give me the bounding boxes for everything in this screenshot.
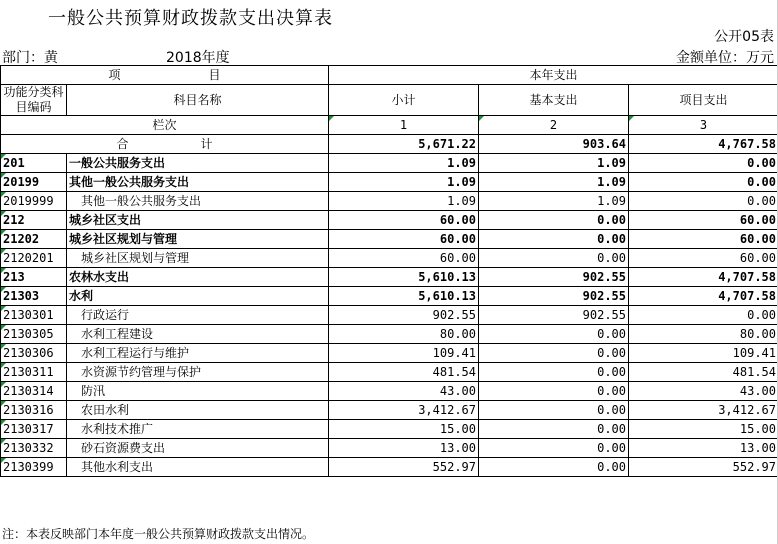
table-row bbox=[1, 401, 778, 420]
row-subtotal[interactable]: 902.55 bbox=[329, 306, 479, 325]
header-basic[interactable]: 基本支出 bbox=[479, 85, 629, 116]
row-name: 其他一般公共服务支出 bbox=[69, 175, 190, 189]
col3-label: 3 bbox=[699, 118, 708, 132]
row-code-cell[interactable] bbox=[1, 382, 67, 401]
header-item-cell[interactable] bbox=[1, 66, 329, 85]
row-basic[interactable]: 0.00 bbox=[479, 249, 629, 268]
row-basic[interactable]: 0.00 bbox=[479, 458, 629, 477]
table-row bbox=[1, 344, 778, 363]
row-subtotal[interactable]: 13.00 bbox=[329, 439, 479, 458]
row-code-cell[interactable] bbox=[1, 458, 67, 477]
cell-flag-icon bbox=[1, 268, 6, 273]
row-subtotal[interactable]: 1.09 bbox=[329, 192, 479, 211]
row-name: 水利技术推广 bbox=[81, 422, 154, 436]
row-project[interactable]: 552.97 bbox=[629, 458, 778, 477]
cell-flag-icon bbox=[1, 439, 6, 444]
cell-flag-icon bbox=[1, 458, 6, 463]
row-code-cell[interactable] bbox=[1, 420, 67, 439]
row-code: 213 bbox=[3, 270, 25, 284]
row-name: 城乡社区规划与管理 bbox=[81, 251, 190, 265]
row-code-cell[interactable] bbox=[1, 401, 67, 420]
row-name-cell[interactable] bbox=[67, 439, 329, 458]
row-name-cell[interactable] bbox=[67, 211, 329, 230]
row-basic[interactable]: 0.00 bbox=[479, 401, 629, 420]
row-code: 2130305 bbox=[3, 327, 54, 341]
row-basic[interactable]: 1.09 bbox=[479, 192, 629, 211]
row-name-cell[interactable] bbox=[67, 401, 329, 420]
cell-flag-icon bbox=[629, 116, 634, 121]
row-basic[interactable]: 1.09 bbox=[479, 154, 629, 173]
row-code: 2130306 bbox=[3, 346, 54, 360]
row-code: 2130314 bbox=[3, 384, 54, 398]
row-name-cell[interactable] bbox=[67, 230, 329, 249]
col1-label: 1 bbox=[399, 118, 408, 132]
table-row bbox=[1, 211, 778, 230]
total-project[interactable]: 4,767.58 bbox=[629, 135, 778, 154]
table-row bbox=[1, 420, 778, 439]
cell-flag-icon bbox=[479, 116, 484, 121]
cell-flag-icon bbox=[1, 382, 6, 387]
row-project[interactable]: 60.00 bbox=[629, 211, 778, 230]
col2-cell[interactable] bbox=[479, 116, 629, 135]
row-subtotal[interactable]: 5,610.13 bbox=[329, 268, 479, 287]
row-name: 砂石资源费支出 bbox=[81, 441, 166, 455]
row-code-cell[interactable] bbox=[1, 325, 67, 344]
row-name-cell[interactable] bbox=[67, 249, 329, 268]
row-subtotal[interactable]: 80.00 bbox=[329, 325, 479, 344]
row-project[interactable]: 0.00 bbox=[629, 154, 778, 173]
row-code: 2130311 bbox=[3, 365, 54, 379]
sheet-number: 公开05表 bbox=[714, 29, 774, 45]
row-subtotal[interactable]: 481.54 bbox=[329, 363, 479, 382]
row-basic[interactable]: 902.55 bbox=[479, 306, 629, 325]
cell-flag-icon bbox=[1, 154, 6, 159]
cell-flag-icon bbox=[1, 306, 6, 311]
row-name: 农田水利 bbox=[81, 403, 130, 417]
row-code-cell[interactable] bbox=[1, 306, 67, 325]
row-code: 2130317 bbox=[3, 422, 54, 436]
table-row bbox=[1, 306, 778, 325]
table-row bbox=[1, 363, 778, 382]
department-label: 部门：黄 bbox=[2, 50, 58, 66]
header-row-2 bbox=[1, 85, 778, 116]
row-code-cell[interactable] bbox=[1, 344, 67, 363]
row-name-cell[interactable] bbox=[67, 287, 329, 306]
row-project[interactable]: 60.00 bbox=[629, 230, 778, 249]
row-code-cell[interactable] bbox=[1, 230, 67, 249]
table-row bbox=[1, 458, 778, 477]
row-project[interactable]: 481.54 bbox=[629, 363, 778, 382]
row-code-cell[interactable] bbox=[1, 249, 67, 268]
row-code: 2120201 bbox=[3, 251, 54, 265]
total-label-cell[interactable] bbox=[1, 135, 329, 154]
row-project[interactable]: 80.00 bbox=[629, 325, 778, 344]
year-label: 2018年度 bbox=[166, 50, 230, 66]
table-row bbox=[1, 268, 778, 287]
header-item-b: 目 bbox=[208, 68, 221, 82]
row-code: 212 bbox=[3, 213, 25, 227]
row-name: 城乡社区规划与管理 bbox=[69, 232, 178, 246]
row-subtotal[interactable]: 109.41 bbox=[329, 344, 479, 363]
cell-flag-icon bbox=[1, 211, 6, 216]
cell-flag-icon bbox=[1, 173, 6, 178]
row-name-cell[interactable] bbox=[67, 268, 329, 287]
row-subtotal[interactable]: 1.09 bbox=[329, 173, 479, 192]
unit-label: 金额单位：万元 bbox=[676, 50, 774, 66]
row-basic[interactable]: 0.00 bbox=[479, 420, 629, 439]
cell-flag-icon bbox=[1, 325, 6, 330]
total-subtotal[interactable]: 5,671.22 bbox=[329, 135, 479, 154]
column-number-row bbox=[1, 116, 778, 135]
row-project[interactable]: 109.41 bbox=[629, 344, 778, 363]
row-code: 2019999 bbox=[3, 194, 54, 208]
cell-flag-icon bbox=[1, 344, 6, 349]
row-code: 2130301 bbox=[3, 308, 54, 322]
row-subtotal[interactable]: 15.00 bbox=[329, 420, 479, 439]
row-code-cell[interactable] bbox=[1, 287, 67, 306]
row-basic[interactable]: 0.00 bbox=[479, 230, 629, 249]
table-row bbox=[1, 173, 778, 192]
row-subtotal[interactable]: 3,412.67 bbox=[329, 401, 479, 420]
row-project[interactable]: 43.00 bbox=[629, 382, 778, 401]
row-name-cell[interactable] bbox=[67, 192, 329, 211]
row-name-cell[interactable] bbox=[67, 363, 329, 382]
total-row bbox=[1, 135, 778, 154]
cell-flag-icon bbox=[329, 116, 334, 121]
row-name: 城乡社区支出 bbox=[69, 213, 142, 227]
cell-flag-icon bbox=[1, 287, 6, 292]
row-code-cell[interactable] bbox=[1, 173, 67, 192]
row-subtotal[interactable]: 43.00 bbox=[329, 382, 479, 401]
row-code: 2130332 bbox=[3, 441, 54, 455]
row-name-cell[interactable] bbox=[67, 173, 329, 192]
row-basic[interactable]: 0.00 bbox=[479, 363, 629, 382]
row-project[interactable]: 0.00 bbox=[629, 306, 778, 325]
row-subtotal[interactable]: 60.00 bbox=[329, 211, 479, 230]
row-code: 20199 bbox=[3, 175, 40, 189]
row-code: 201 bbox=[3, 156, 25, 170]
cell-flag-icon bbox=[1, 249, 6, 254]
row-code-cell[interactable] bbox=[1, 268, 67, 287]
page-title: 一般公共预算财政拨款支出决算表 bbox=[48, 8, 333, 29]
cell-flag-icon bbox=[1, 420, 6, 425]
col2-label: 2 bbox=[549, 118, 558, 132]
row-name: 水利工程建设 bbox=[81, 327, 154, 341]
table-row bbox=[1, 154, 778, 173]
row-project[interactable]: 13.00 bbox=[629, 439, 778, 458]
row-basic[interactable]: 0.00 bbox=[479, 211, 629, 230]
table-row bbox=[1, 230, 778, 249]
row-name: 水利 bbox=[69, 289, 94, 303]
row-basic[interactable]: 0.00 bbox=[479, 382, 629, 401]
row-project[interactable]: 15.00 bbox=[629, 420, 778, 439]
row-code-cell[interactable] bbox=[1, 211, 67, 230]
row-name: 水利工程运行与维护 bbox=[81, 346, 190, 360]
row-name: 其他一般公共服务支出 bbox=[81, 194, 202, 208]
row-code: 21202 bbox=[3, 232, 40, 246]
row-project[interactable]: 0.00 bbox=[629, 192, 778, 211]
row-code: 2130316 bbox=[3, 403, 54, 417]
row-name: 行政运行 bbox=[81, 308, 130, 322]
row-code: 21303 bbox=[3, 289, 40, 303]
row-project[interactable]: 4,707.58 bbox=[629, 287, 778, 306]
row-name: 其他水利支出 bbox=[81, 460, 154, 474]
header-row-1 bbox=[1, 66, 778, 85]
table-row bbox=[1, 287, 778, 306]
table-row bbox=[1, 382, 778, 401]
row-project[interactable]: 3,412.67 bbox=[629, 401, 778, 420]
row-basic[interactable]: 0.00 bbox=[479, 439, 629, 458]
row-name: 防汛 bbox=[81, 384, 106, 398]
table-row bbox=[1, 249, 778, 268]
row-subtotal[interactable]: 5,610.13 bbox=[329, 287, 479, 306]
row-code-cell[interactable] bbox=[1, 192, 67, 211]
total-label-b: 计 bbox=[200, 137, 213, 151]
table-row bbox=[1, 439, 778, 458]
row-code: 2130399 bbox=[3, 460, 54, 474]
total-label-a: 合 bbox=[116, 137, 129, 151]
row-code-cell[interactable] bbox=[1, 439, 67, 458]
col3-cell[interactable] bbox=[629, 116, 778, 135]
expenditure-table bbox=[0, 65, 778, 477]
row-basic[interactable]: 0.00 bbox=[479, 344, 629, 363]
row-name-cell[interactable] bbox=[67, 154, 329, 173]
row-subtotal[interactable]: 1.09 bbox=[329, 154, 479, 173]
header-subject-name[interactable]: 科目名称 bbox=[67, 85, 329, 116]
cell-flag-icon bbox=[1, 363, 6, 368]
cell-flag-icon bbox=[1, 401, 6, 406]
row-name-cell[interactable] bbox=[67, 344, 329, 363]
row-name-cell[interactable] bbox=[67, 382, 329, 401]
header-current-year[interactable]: 本年支出 bbox=[329, 66, 778, 85]
header-project[interactable]: 项目支出 bbox=[629, 85, 778, 116]
row-code-cell[interactable] bbox=[1, 363, 67, 382]
row-name: 一般公共服务支出 bbox=[69, 156, 166, 170]
row-code-cell[interactable] bbox=[1, 154, 67, 173]
header-subtotal[interactable]: 小计 bbox=[329, 85, 479, 116]
row-project[interactable]: 60.00 bbox=[629, 249, 778, 268]
table-row bbox=[1, 325, 778, 344]
footnote: 注：本表反映部门本年度一般公共预算财政拨款支出情况。 bbox=[2, 527, 315, 541]
total-basic[interactable]: 903.64 bbox=[479, 135, 629, 154]
row-name: 农林水支出 bbox=[69, 270, 130, 284]
header-func-code[interactable]: 功能分类科目编码 bbox=[1, 85, 67, 116]
cell-flag-icon bbox=[1, 230, 6, 235]
row-project[interactable]: 4,707.58 bbox=[629, 268, 778, 287]
header-item-a: 项 bbox=[108, 68, 121, 82]
row-name-cell[interactable] bbox=[67, 325, 329, 344]
table-row bbox=[1, 192, 778, 211]
row-name-cell[interactable] bbox=[67, 420, 329, 439]
row-basic[interactable]: 1.09 bbox=[479, 173, 629, 192]
cell-flag-icon bbox=[1, 192, 6, 197]
row-subtotal[interactable]: 60.00 bbox=[329, 230, 479, 249]
row-subtotal[interactable]: 552.97 bbox=[329, 458, 479, 477]
row-basic[interactable]: 902.55 bbox=[479, 287, 629, 306]
row-basic[interactable]: 0.00 bbox=[479, 325, 629, 344]
row-project[interactable]: 0.00 bbox=[629, 173, 778, 192]
row-name-cell[interactable] bbox=[67, 306, 329, 325]
row-basic[interactable]: 902.55 bbox=[479, 268, 629, 287]
row-subtotal[interactable]: 60.00 bbox=[329, 249, 479, 268]
col-label-cell[interactable]: 栏次 bbox=[1, 116, 329, 135]
row-name-cell[interactable] bbox=[67, 458, 329, 477]
row-name: 水资源节约管理与保护 bbox=[81, 365, 202, 379]
col1-cell[interactable] bbox=[329, 116, 479, 135]
